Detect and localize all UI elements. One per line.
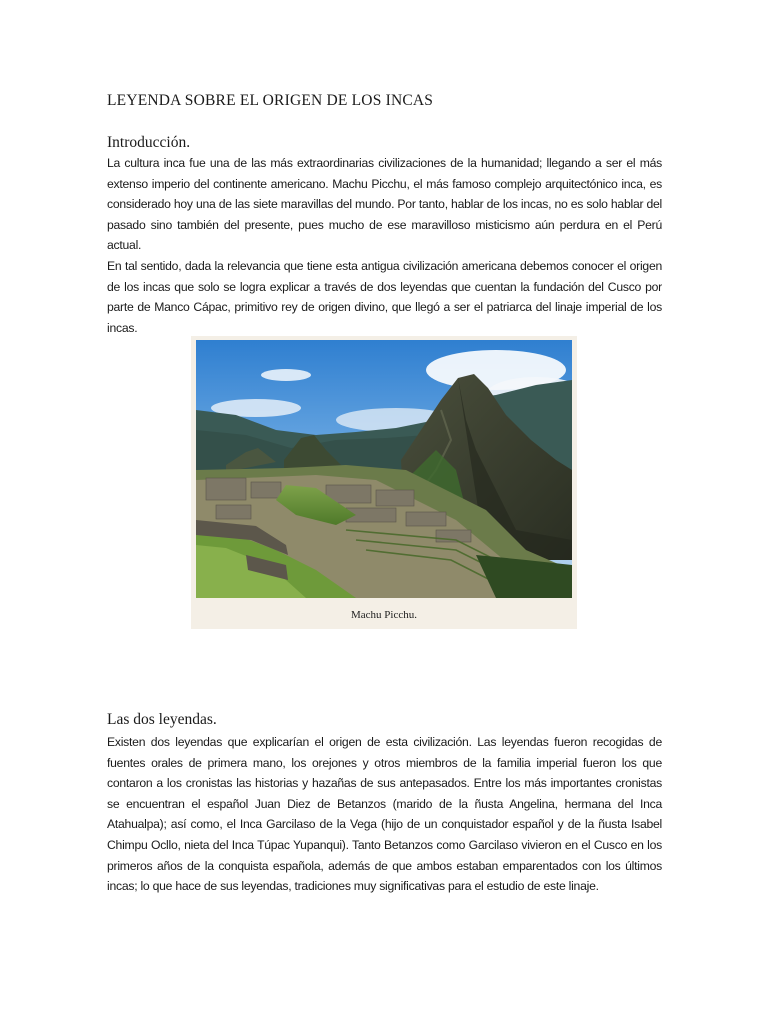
intro-paragraph-2: En tal sentido, dada la relevancia que tiene esta antigua civilización americana debemos conocer el origen de los incas que solo se logra explicar a través de dos leyendas que cuentan la fundación del Cusco por parte de Manco Cápac, primitivo rey de origen divino, que llegó a ser el patriarca del linaje imperial de los incas. <box>107 259 662 335</box>
document-title: LEYENDA SOBRE EL ORIGEN DE LOS INCAS <box>107 92 434 109</box>
intro-heading: Introducción. <box>107 134 191 151</box>
machu-picchu-figure <box>191 336 577 629</box>
intro-paragraph-1: La cultura inca fue una de las más extraordinarias civilizaciones de la humanidad; llegando a ser el más extenso imperio del continente americano. Machu Picchu, el más famoso complejo arquitectónico inca, es considerado hoy una de las siete maravillas del mundo. Por tanto, hablar de los incas, no es solo hablar del pasado sino también del presente, pues mucho de ese maravilloso misticismo aún perdura en el Perú actual. <box>107 156 662 253</box>
figure-caption: Machu Picchu. <box>351 609 417 621</box>
legends-paragraph: Existen dos leyendas que explicarían el origen de esta civilización. Las leyendas fueron recogidas de fuentes orales de primera mano, los orejones y otros miembros de la familia imperial fueron los que contaron a los cronistas las historias y hazañas de sus antepasados. Entre los más importantes cronistas se encuentran el español Juan Diez de Betanzos (marido de la ñusta Angelina, hermana del Inca Atahualpa); así como, el Inca Garcilaso de la Vega (hijo de un conquistador español y de la ñusta Isabel Chimpu Ocllo, nieta del Inca Túpac Yupanqui). Tanto Betanzos como Garcilaso vivieron en el Cusco en los primeros años de la conquista española, además de que ambos estaban emparentados con los últimos incas; lo que hace de sus leyendas, tradiciones muy significativas para el estudio de este linaje. <box>107 735 662 894</box>
legends-heading: Las dos leyendas. <box>107 711 217 728</box>
machu-picchu-photo <box>196 340 572 598</box>
